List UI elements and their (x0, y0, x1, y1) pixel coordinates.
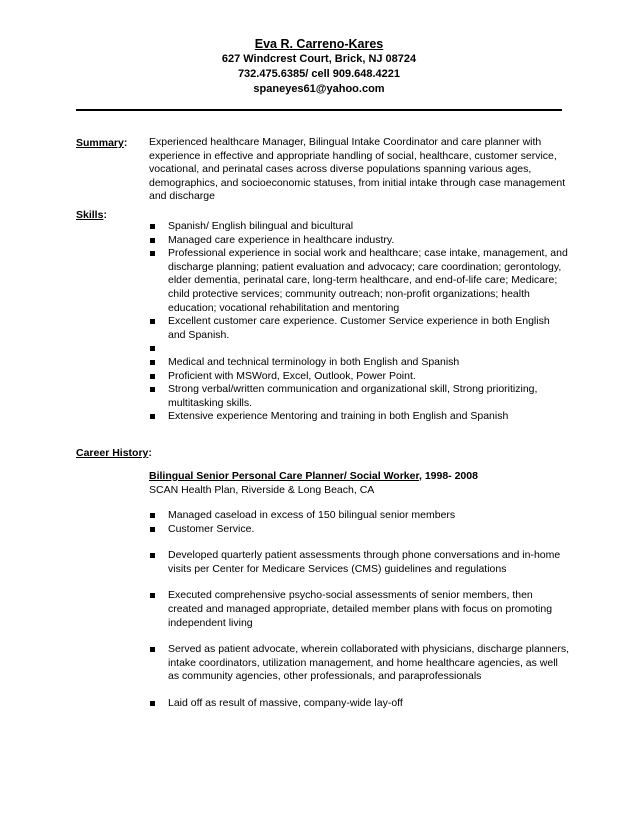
list-item: Customer Service. (149, 523, 569, 537)
bullet-icon (150, 319, 155, 324)
summary-text: Experienced healthcare Manager, Bilingual Intake Coordinator and care planner with experience in effective and appropriate handling of social, healthcare, customer service, vocational, and perinatal cases across diverse populations spanning various ages, demographics, and socioeconomic statuses, from initial intake through case management and discharge (149, 136, 566, 202)
bullet-icon (150, 224, 155, 229)
skills-list (149, 220, 569, 424)
bullet-icon (150, 701, 155, 706)
career-history-heading: Career History: (76, 447, 152, 459)
header-divider (76, 109, 562, 111)
list-item: Executed comprehensive psycho-social assessments of senior members, then created and managed appropriate, detailed member plans with focus on promoting independent living (149, 589, 569, 630)
phone-numbers: 732.475.6385/ cell 909.648.4221 (237, 68, 401, 80)
list-item: Managed caseload in excess of 150 bilingual senior members (149, 509, 569, 523)
list-item: Strong verbal/written communication and organizational skill, Strong prioritizing, multitasking skills. (149, 383, 569, 410)
job-title: Bilingual Senior Personal Care Planner/ Social Worker, 1998- 2008 (149, 470, 478, 482)
bullet-icon (150, 360, 155, 365)
list-item: Medical and technical terminology in both English and Spanish (149, 356, 569, 370)
bullet-icon (150, 414, 155, 419)
bullet-icon (150, 593, 155, 598)
list-item: Extensive experience Mentoring and training in both English and Spanish (149, 410, 569, 424)
list-item: Spanish/ English bilingual and bicultural (149, 220, 569, 234)
list-item: Proficient with MSWord, Excel, Outlook, Power Point. (149, 370, 569, 384)
bullet-icon (150, 238, 155, 243)
candidate-name: Eva R. Carreno-Kares (254, 37, 384, 51)
bullet-icon (150, 346, 155, 351)
bullet-icon (150, 647, 155, 652)
list-item: Served as patient advocate, wherein collaborated with physicians, discharge planners, intake coordinators, utilization management, and home healthcare agencies, as well as community agencies, other professionals, and paraprofessionals (149, 643, 569, 684)
bullet-icon (150, 387, 155, 392)
career-duties-list (149, 509, 569, 711)
bullet-icon (150, 553, 155, 558)
list-item: Managed care experience in healthcare industry. (149, 234, 569, 248)
address: 627 Windcrest Court, Brick, NJ 08724 (221, 53, 417, 65)
list-item: Excellent customer care experience. Customer Service experience in both English and Spanish. (149, 315, 569, 342)
bullet-icon (150, 513, 155, 518)
bullet-icon (150, 527, 155, 532)
list-item: Laid off as result of massive, company-wide lay-off (149, 697, 569, 711)
bullet-icon (150, 374, 155, 379)
bullet-icon (150, 251, 155, 256)
list-item (149, 342, 569, 356)
summary-heading: Summary: (76, 137, 128, 149)
skills-heading: Skills: (76, 209, 107, 221)
email: spaneyes61@yahoo.com (253, 83, 385, 95)
resume-header (0, 36, 638, 97)
job-organization: SCAN Health Plan, Riverside & Long Beach, CA (149, 484, 375, 496)
list-item: Professional experience in social work and healthcare; case intake, management, and discharge planning; patient evaluation and advocacy; care coordination; gerontology, elder dementia, perinatal care, long-term healthcare, and end-of-life care; Medicare; child protective services; community outreach; non-profit organizations; health education; vocational rehabilitation and mentoring (149, 247, 569, 315)
list-item: Developed quarterly patient assessments through phone conversations and in-home visits per Center for Medicare Services (CMS) guidelines and regulations (149, 549, 569, 576)
